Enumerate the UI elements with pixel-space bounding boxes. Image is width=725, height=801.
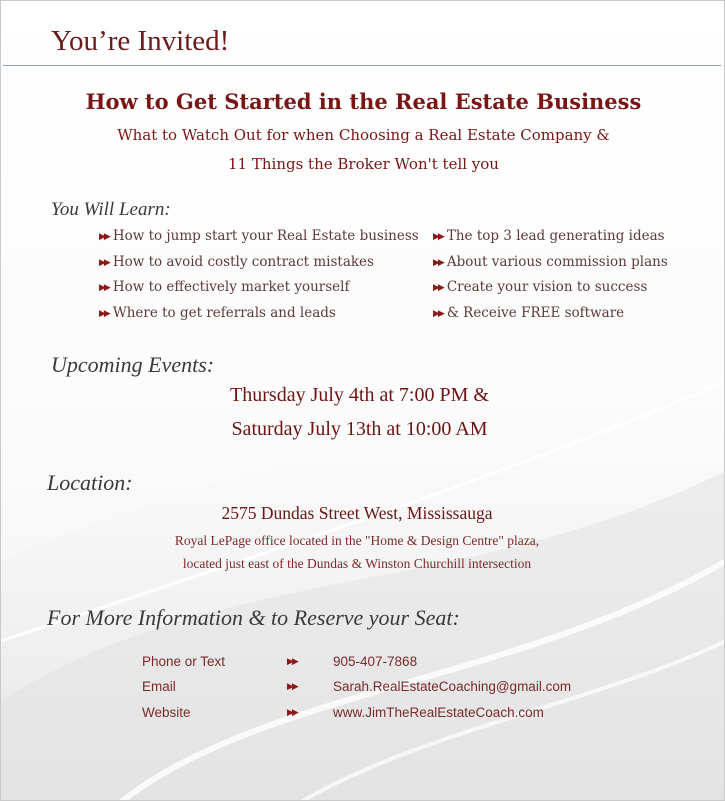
website-link[interactable]: www.JimTheRealEstateCoach.com	[333, 705, 544, 720]
location-address: 2575 Dundas Street West, Mississauga	[221, 503, 493, 523]
double-arrow-icon: ▶▶	[99, 308, 109, 319]
location-note-line1: Royal LePage office located in the "Home & Design Centre" plaza,	[174, 533, 540, 548]
learn-list-right	[433, 228, 668, 330]
location-heading: Location:	[47, 470, 133, 495]
invitation-header: You’re Invited!	[51, 25, 230, 57]
double-arrow-icon: ▶▶	[287, 682, 297, 692]
learn-item: ▶▶ How to effectively market yourself	[99, 279, 350, 295]
double-arrow-icon: ▶▶	[99, 283, 109, 293]
double-arrow-icon: ▶▶	[433, 308, 443, 319]
contact-row-phone	[1, 654, 725, 676]
learn-item: ▶▶ The top 3 lead generating ideas	[433, 228, 665, 244]
header-divider	[3, 65, 721, 66]
seminar-subtitle-line1: What to Watch Out for when Choosing a Real Estate Company &	[117, 126, 610, 144]
seminar-subtitle-line2: 11 Things the Broker Won't tell you	[228, 155, 499, 173]
seminar-title: How to Get Started in the Real Estate Business	[85, 89, 642, 114]
events-heading: Upcoming Events:	[51, 352, 215, 377]
double-arrow-icon: ▶▶	[287, 657, 297, 667]
double-arrow-icon: ▶▶	[433, 232, 443, 242]
double-arrow-icon: ▶▶	[99, 257, 109, 268]
event-date-2: Saturday July 13th at 10:00 AM	[231, 418, 488, 440]
contact-row-website	[1, 705, 725, 727]
location-note-line2: located just east of the Dundas & Winston Churchill intersection	[182, 556, 532, 571]
double-arrow-icon: ▶▶	[99, 232, 109, 242]
contact-heading: For More Information & to Reserve your Seat:	[47, 605, 460, 630]
phone-number[interactable]: 905-407-7868	[333, 654, 418, 669]
learn-item: ▶▶ About various commission plans	[433, 253, 668, 270]
learn-item: ▶▶ Where to get referrals and leads	[99, 304, 336, 321]
learn-item: ▶▶ How to avoid costly contract mistakes	[99, 253, 374, 270]
learn-item: ▶▶ & Receive FREE software	[433, 304, 625, 321]
double-arrow-icon: ▶▶	[433, 257, 443, 268]
learn-heading: You Will Learn:	[51, 199, 171, 220]
double-arrow-icon: ▶▶	[287, 708, 297, 718]
contact-row-email	[1, 679, 725, 701]
contact-label: Email	[142, 679, 176, 694]
contact-label: Website	[142, 705, 191, 720]
contact-label: Phone or Text	[142, 654, 226, 669]
learn-item: ▶▶ How to jump start your Real Estate business	[99, 228, 419, 244]
event-date-1: Thursday July 4th at 7:00 PM &	[230, 384, 489, 406]
email-link[interactable]: Sarah.RealEstateCoaching@gmail.com	[333, 679, 572, 694]
double-arrow-icon: ▶▶	[433, 283, 443, 293]
learn-list-left	[99, 228, 419, 330]
learn-item: ▶▶ Create your vision to success	[433, 279, 648, 295]
